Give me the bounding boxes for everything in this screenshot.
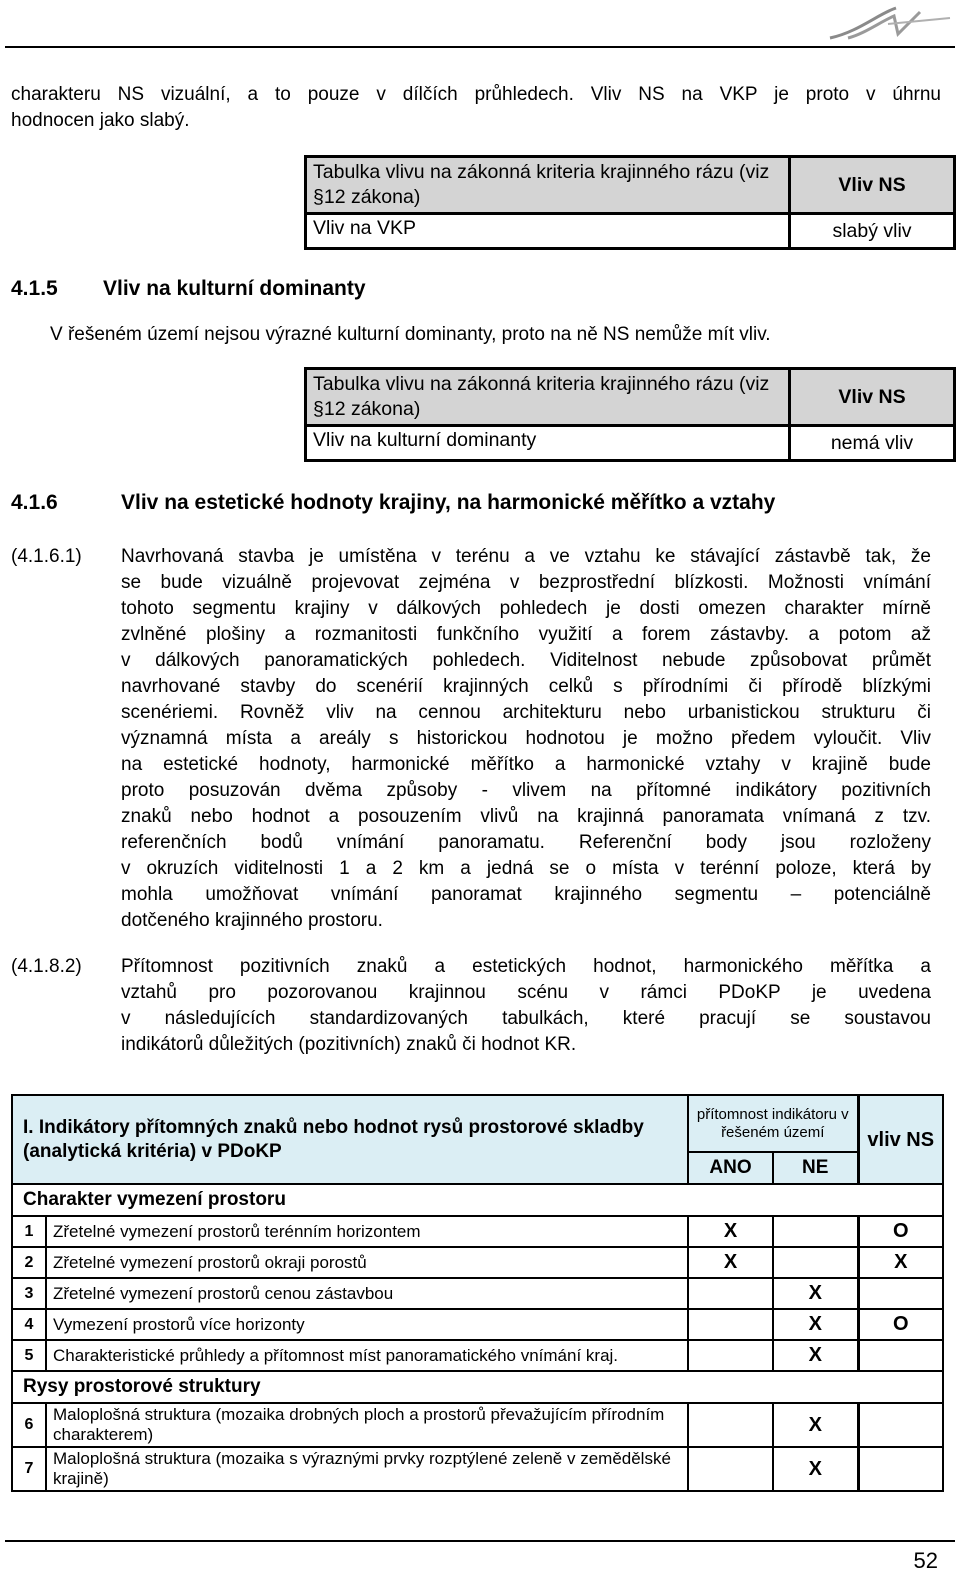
vkp-impact-table xyxy=(304,155,956,250)
footer-rule xyxy=(5,1540,955,1542)
table-row-label: Vliv na kulturní dominanty xyxy=(306,426,790,461)
row-label: Maloplošná struktura (mozaika s výraznými prvky rozptýlené zeleně v zemědělské krajině) xyxy=(46,1447,688,1491)
paragraph-line: referenčních bodů vnímání panoramatu. Referenční body jsou rozloženy xyxy=(121,832,931,853)
row-label: Zřetelné vymezení prostorů okraji porostů xyxy=(46,1247,688,1278)
row-number: 6 xyxy=(12,1403,46,1447)
paragraph-line: navrhované stavby do scenérií krajinných celků s přírodními či přírodě blízkými xyxy=(121,676,931,697)
table-header-label: Tabulka vlivu na zákonná kriteria krajinného rázu (viz §12 zákona) xyxy=(306,369,790,426)
table-row xyxy=(12,1447,943,1491)
row-no xyxy=(773,1216,858,1247)
paragraph-line: se bude vizuálně projevovat zejména v bezprostřední blízkosti. Možnosti vnímání xyxy=(121,572,931,593)
paragraph-line: v okruzích viditelnosti 1 a 2 km a jedná se o místa v terénní poloze, která by xyxy=(121,858,931,879)
row-impact xyxy=(858,1340,943,1371)
intro-paragraph xyxy=(11,82,941,134)
header-rule xyxy=(5,46,955,48)
row-impact: O xyxy=(858,1216,943,1247)
intro-line-2: hodnocen jako slabý. xyxy=(11,110,190,131)
no-header: NE xyxy=(773,1152,858,1184)
row-no: X xyxy=(773,1340,858,1371)
row-impact xyxy=(858,1278,943,1309)
paragraph-line: v dálkových panoramatických pohledech. Viditelnost nebude způsobovat průmět xyxy=(121,650,931,671)
paragraph-line: tohoto segmentu krajiny v dálkových pohledech je dosti omezen charakter mírně xyxy=(121,598,931,619)
paragraph-line: scenériemi. Rovněž vliv na cennou architekturu nebo urbanistickou strukturu či xyxy=(121,702,931,723)
section-space-definition: Charakter vymezení prostoru xyxy=(12,1184,943,1216)
paragraph-line: vztahů pro pozorovanou krajinnou scénu v rámci PDoKP je uvedena xyxy=(121,982,931,1003)
paragraph-line: Navrhovaná stavba je umístěna v terénu a ve vztahu ke stávající zástavbě tak, že xyxy=(121,546,931,567)
row-label: Charakteristické průhledy a přítomnost míst panoramatického vnímání kraj. xyxy=(46,1340,688,1371)
indicators-table xyxy=(11,1094,944,1492)
table-row xyxy=(12,1403,943,1447)
row-no: X xyxy=(773,1403,858,1447)
row-number: 2 xyxy=(12,1247,46,1278)
row-yes xyxy=(688,1278,773,1309)
row-label: Maloplošná struktura (mozaika drobných ploch a prostorů převažujícím přírodním charakterem) xyxy=(46,1403,688,1447)
row-yes xyxy=(688,1340,773,1371)
intro-line-1: charakteru NS vizuální, a to pouze v dílčích průhledech. Vliv NS na VKP je proto v úhrnu xyxy=(11,84,941,105)
table-header-value: Vliv NS xyxy=(790,157,955,214)
table-row xyxy=(12,1309,943,1340)
row-yes xyxy=(688,1309,773,1340)
section-number-4-1-6: 4.1.6 xyxy=(11,491,58,514)
row-no xyxy=(773,1247,858,1278)
section-heading-4-1-5 xyxy=(11,277,58,301)
table-header-label: Tabulka vlivu na zákonná kriteria krajinného rázu (viz §12 zákona) xyxy=(306,157,790,214)
row-number: 7 xyxy=(12,1447,46,1491)
page-number: 52 xyxy=(913,1548,938,1573)
section-number: 4.1.5 xyxy=(11,277,58,300)
cultural-dominants-table xyxy=(304,367,956,462)
impact-header: vliv NS xyxy=(858,1095,943,1184)
paragraph-number: (4.1.6.1) xyxy=(11,546,82,567)
row-label: Zřetelné vymezení prostorů terénním horizontem xyxy=(46,1216,688,1247)
paragraph-line: znaků nebo hodnot a posouzením vlivů na krajinná panoramata vnímaná z tzv. xyxy=(121,806,931,827)
presence-header: přítomnost indikátoru v řešeném území xyxy=(688,1095,858,1152)
paragraph-number: (4.1.8.2) xyxy=(11,956,82,977)
section-title-4-1-6: Vliv na estetické hodnoty krajiny, na harmonické měřítko a vztahy xyxy=(121,491,776,514)
paragraph-line: mohla umožňovat vnímání panoramat krajinného segmentu – potenciálně xyxy=(121,884,931,905)
table-row xyxy=(12,1247,943,1278)
paragraph-line: indikátorů důležitých (pozitivních) znaků či hodnot KR. xyxy=(121,1034,577,1055)
row-no: X xyxy=(773,1278,858,1309)
table-row-label: Vliv na VKP xyxy=(306,214,790,249)
row-no: X xyxy=(773,1309,858,1340)
row-label: Zřetelné vymezení prostorů cenou zástavbou xyxy=(46,1278,688,1309)
row-impact xyxy=(858,1447,943,1491)
section-spatial-structure: Rysy prostorové struktury xyxy=(12,1371,943,1403)
table-row xyxy=(12,1278,943,1309)
cultural-dominants-paragraph: V řešeném území nejsou výrazné kulturní dominanty, proto na ně NS nemůže mít vliv. xyxy=(50,324,771,345)
paragraph-line: významná místa a areály s historickou hodnotou je možno předem vyloučit. Vliv xyxy=(121,728,931,749)
paragraph-line: zvlněné plošiny a rozmanitosti funkčního využití a forem zástavby. a potom až xyxy=(121,624,931,645)
row-impact: X xyxy=(858,1247,943,1278)
row-yes xyxy=(688,1447,773,1491)
row-number: 4 xyxy=(12,1309,46,1340)
paragraph-line: na estetické hodnoty, harmonické měřítko a harmonické vztahy v krajině bude xyxy=(121,754,931,775)
paragraph-line: Přítomnost pozitivních znaků a estetických hodnot, harmonického měřítka a xyxy=(121,956,931,977)
table-row xyxy=(12,1216,943,1247)
row-impact xyxy=(858,1403,943,1447)
section-title-4-1-5: Vliv na kulturní dominanty xyxy=(103,277,366,300)
company-logo xyxy=(828,4,952,42)
row-label: Vymezení prostorů více horizonty xyxy=(46,1309,688,1340)
table-row-value: nemá vliv xyxy=(790,426,955,461)
paragraph-line: v následujících standardizovaných tabulkách, které pracují se soustavou xyxy=(121,1008,931,1029)
table-row xyxy=(12,1340,943,1371)
aesthetic-paragraph xyxy=(121,544,931,934)
table-row-value: slabý vliv xyxy=(790,214,955,249)
table-header-value: Vliv NS xyxy=(790,369,955,426)
row-number: 5 xyxy=(12,1340,46,1371)
row-number: 3 xyxy=(12,1278,46,1309)
paragraph-line: dotčeného krajinného prostoru. xyxy=(121,910,383,931)
row-yes: X xyxy=(688,1247,773,1278)
row-number: 1 xyxy=(12,1216,46,1247)
row-yes: X xyxy=(688,1216,773,1247)
indicators-title: I. Indikátory přítomných znaků nebo hodnot rysů prostorové skladby (analytická kritéria) v PDoKP xyxy=(12,1095,688,1184)
paragraph-line: proto posuzován dvěma způsoby - vlivem na přítomné indikátory pozitivních xyxy=(121,780,931,801)
row-no: X xyxy=(773,1447,858,1491)
row-impact: O xyxy=(858,1309,943,1340)
indicators-paragraph xyxy=(121,954,931,1058)
row-yes xyxy=(688,1403,773,1447)
yes-header: ANO xyxy=(688,1152,773,1184)
